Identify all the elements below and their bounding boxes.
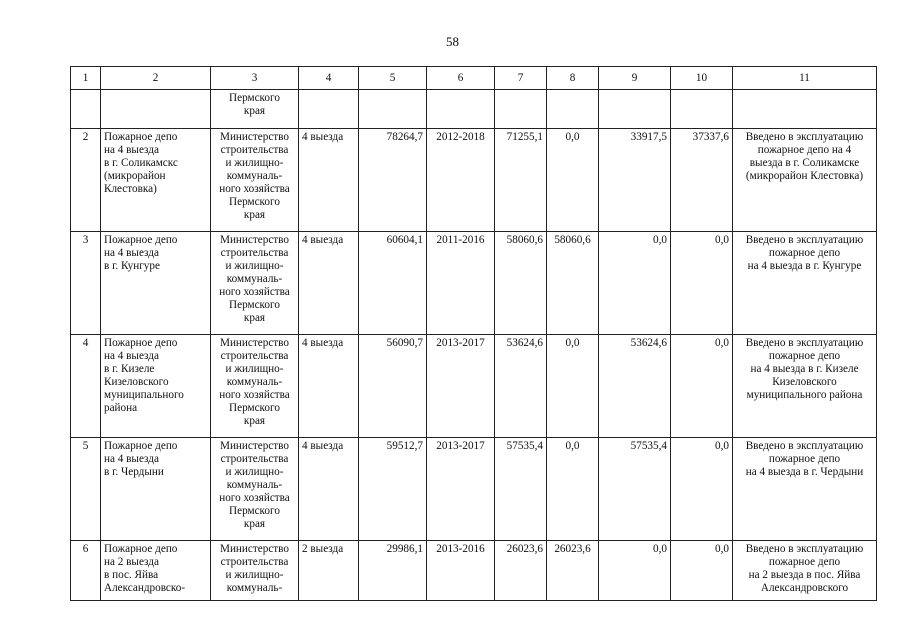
table-cell-col-4: [299, 90, 359, 129]
table-cell-col-9: 0,0: [599, 541, 671, 601]
header-cell: 7: [495, 67, 547, 90]
table-cell-col-8: 0,0: [547, 438, 599, 541]
header-cell: 1: [71, 67, 101, 90]
table-cell-col-11: Введено в эксплуатацию пожарное депо на 4 выезда в г. Чердыни: [733, 438, 877, 541]
table-cell-col-1: 4: [71, 335, 101, 438]
table-row: [71, 90, 877, 129]
header-cell: 4: [299, 67, 359, 90]
table-row: [71, 129, 877, 232]
table-cell-col-11: Введено в эксплуатацию пожарное депо на 4 выезда в г. Соликамске (микрорайон Клестовка): [733, 129, 877, 232]
table-cell-col-9: 0,0: [599, 232, 671, 335]
table-cell-col-6: 2013-2017: [427, 335, 495, 438]
table-cell-col-1: 3: [71, 232, 101, 335]
table-cell-col-10: [671, 90, 733, 129]
table-cell-col-5: 78264,7: [359, 129, 427, 232]
table-cell-col-2: Пожарное депо на 2 выезда в пос. Яйва Александровско-: [101, 541, 211, 601]
table-cell-col-7: 71255,1: [495, 129, 547, 232]
header-cell: 8: [547, 67, 599, 90]
table-cell-col-3: Министерство строительства и жилищно- коммуналь- ного хозяйства Пермского края: [211, 438, 299, 541]
table-cell-col-7: 57535,4: [495, 438, 547, 541]
table-cell-col-4: 4 выезда: [299, 129, 359, 232]
table-body: [71, 67, 877, 601]
table-cell-col-1: [71, 90, 101, 129]
table-row: [71, 335, 877, 438]
table-cell-col-11: Введено в эксплуатацию пожарное депо на 4 выезда в г. Кизеле Кизеловского муниципального района: [733, 335, 877, 438]
table-cell-col-6: 2011-2016: [427, 232, 495, 335]
table-cell-col-4: 2 выезда: [299, 541, 359, 601]
table-cell-col-9: 57535,4: [599, 438, 671, 541]
table-cell-col-5: [359, 90, 427, 129]
table-cell-col-10: 0,0: [671, 232, 733, 335]
header-cell: 9: [599, 67, 671, 90]
table-cell-col-3: Министерство строительства и жилищно- коммуналь- ного хозяйства Пермского края: [211, 232, 299, 335]
table-cell-col-5: 59512,7: [359, 438, 427, 541]
table-cell-col-3: Министерство строительства и жилищно- коммуналь- ного хозяйства Пермского края: [211, 335, 299, 438]
header-cell: 11: [733, 67, 877, 90]
table-cell-col-7: 58060,6: [495, 232, 547, 335]
table-cell-col-2: Пожарное депо на 4 выезда в г. Соликамскс (микрорайон Клестовка): [101, 129, 211, 232]
table-cell-col-6: 2012-2018: [427, 129, 495, 232]
table-cell-col-8: 26023,6: [547, 541, 599, 601]
table-cell-col-2: Пожарное депо на 4 выезда в г. Кизеле Кизеловского муниципального района: [101, 335, 211, 438]
header-cell: 2: [101, 67, 211, 90]
table-row: [71, 438, 877, 541]
table-cell-col-6: 2013-2016: [427, 541, 495, 601]
header-cell: 10: [671, 67, 733, 90]
table-cell-col-1: 6: [71, 541, 101, 601]
table-cell-col-2: Пожарное депо на 4 выезда в г. Чердыни: [101, 438, 211, 541]
table-cell-col-4: 4 выезда: [299, 232, 359, 335]
table-cell-col-6: 2013-2017: [427, 438, 495, 541]
table-cell-col-5: 29986,1: [359, 541, 427, 601]
header-cell: 5: [359, 67, 427, 90]
table-row: [71, 541, 877, 601]
table-cell-col-9: 33917,5: [599, 129, 671, 232]
table-cell-col-10: 0,0: [671, 541, 733, 601]
header-row: [71, 67, 877, 90]
table-cell-col-7: [495, 90, 547, 129]
table-cell-col-7: 26023,6: [495, 541, 547, 601]
table-cell-col-1: 5: [71, 438, 101, 541]
table-cell-col-10: 0,0: [671, 438, 733, 541]
table-cell-col-6: [427, 90, 495, 129]
table-cell-col-9: [599, 90, 671, 129]
table-cell-col-2: [101, 90, 211, 129]
table-cell-col-3: Пермского края: [211, 90, 299, 129]
header-cell: 6: [427, 67, 495, 90]
table-cell-col-8: 58060,6: [547, 232, 599, 335]
table-cell-col-1: 2: [71, 129, 101, 232]
page-number: 58: [446, 34, 459, 49]
table-cell-col-11: Введено в эксплуатацию пожарное депо на 4 выезда в г. Кунгуре: [733, 232, 877, 335]
table-cell-col-8: [547, 90, 599, 129]
table-cell-col-8: 0,0: [547, 129, 599, 232]
table-cell-col-5: 56090,7: [359, 335, 427, 438]
data-table: [70, 66, 877, 601]
table-cell-col-7: 53624,6: [495, 335, 547, 438]
table-cell-col-9: 53624,6: [599, 335, 671, 438]
table-cell-col-10: 37337,6: [671, 129, 733, 232]
table-cell-col-10: 0,0: [671, 335, 733, 438]
table-cell-col-3: Министерство строительства и жилищно- коммуналь- ного хозяйства Пермского края: [211, 129, 299, 232]
table-cell-col-3: Министерство строительства и жилищно- коммуналь-: [211, 541, 299, 601]
table-cell-col-4: 4 выезда: [299, 438, 359, 541]
table-cell-col-5: 60604,1: [359, 232, 427, 335]
table-cell-col-2: Пожарное депо на 4 выезда в г. Кунгуре: [101, 232, 211, 335]
table-cell-col-8: 0,0: [547, 335, 599, 438]
table-row: [71, 232, 877, 335]
table-cell-col-11: [733, 90, 877, 129]
table-cell-col-4: 4 выезда: [299, 335, 359, 438]
table-cell-col-11: Введено в эксплуатацию пожарное депо на 2 выезда в пос. Яйва Александровского: [733, 541, 877, 601]
header-cell: 3: [211, 67, 299, 90]
